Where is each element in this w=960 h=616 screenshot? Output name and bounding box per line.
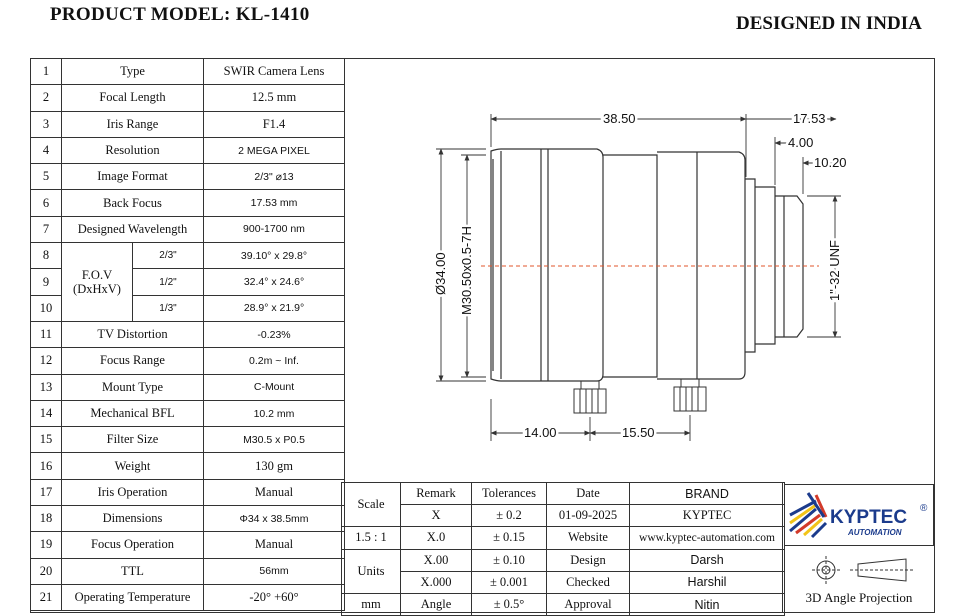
units-value: mm: [342, 593, 401, 615]
dim-mount-thread: 1"-32 UNF: [827, 240, 842, 301]
tol-5: ± 0.5°: [472, 593, 547, 615]
fov-value: 39.10° x 29.8°: [204, 243, 345, 269]
design-value: Darsh: [630, 549, 785, 571]
spec-number: 3: [31, 111, 62, 137]
spec-label: Iris Operation: [62, 479, 204, 505]
spec-row: [31, 321, 345, 347]
spec-row: [31, 59, 345, 85]
tol-2: ± 0.15: [472, 527, 547, 549]
spec-number: 14: [31, 400, 62, 426]
dim-screw-2: 15.50: [622, 425, 655, 440]
spec-number: 19: [31, 532, 62, 558]
spec-number: 15: [31, 427, 62, 453]
kyptec-logo: [786, 487, 932, 543]
col-date: Date: [547, 483, 630, 505]
spec-row: [31, 348, 345, 374]
spec-row: [31, 111, 345, 137]
spec-row: [31, 506, 345, 532]
spec-number: 13: [31, 374, 62, 400]
dim-flange: 4.00: [788, 135, 814, 150]
spec-number: 16: [31, 453, 62, 479]
remark-1: X: [401, 505, 472, 527]
logo-registered: ®: [920, 503, 928, 514]
brand-value: KYPTEC: [630, 505, 785, 527]
spec-row: [31, 479, 345, 505]
lens-outline: [491, 149, 803, 381]
spec-label: Dimensions: [62, 506, 204, 532]
spec-label: Focal Length: [62, 85, 204, 111]
remark-5: Angle: [401, 593, 472, 615]
spec-number: 17: [31, 479, 62, 505]
logo-rays-icon: [790, 493, 826, 537]
spec-label: Type: [62, 59, 204, 85]
col-brand: BRAND: [630, 483, 785, 505]
spec-value: 56mm: [204, 558, 345, 584]
spec-value: C-Mount: [204, 374, 345, 400]
spec-label: Mount Type: [62, 374, 204, 400]
spec-number: 6: [31, 190, 62, 216]
spec-value: 10.2 mm: [204, 400, 345, 426]
projection-symbol-icon: [786, 548, 932, 596]
tol-1: ± 0.2: [472, 505, 547, 527]
spec-row: [31, 137, 345, 163]
col-tolerances: Tolerances: [472, 483, 547, 505]
remark-4: X.000: [401, 571, 472, 593]
spec-label: Mechanical BFL: [62, 400, 204, 426]
col-remark: Remark: [401, 483, 472, 505]
spec-row: [31, 190, 345, 216]
tol-4: ± 0.001: [472, 571, 547, 593]
logo-wordmark: KYPTEC: [830, 507, 908, 528]
spec-value: F1.4: [204, 111, 345, 137]
spec-number: 7: [31, 216, 62, 242]
spec-number: 18: [31, 506, 62, 532]
spec-value: 12.5 mm: [204, 85, 345, 111]
fov-label: [62, 243, 133, 322]
design-label: Design: [547, 549, 630, 571]
approval-value: Nitin: [630, 593, 785, 615]
fov-format: 2/3": [133, 243, 204, 269]
spec-number: 9: [31, 269, 62, 295]
spec-label: Designed Wavelength: [62, 216, 204, 242]
spec-table: [30, 58, 345, 611]
spec-label: Operating Temperature: [62, 584, 204, 610]
spec-row: [31, 400, 345, 426]
spec-label: Weight: [62, 453, 204, 479]
fov-value: 28.9° x 21.9°: [204, 295, 345, 321]
spec-label: Image Format: [62, 164, 204, 190]
date-value: 01-09-2025: [547, 505, 630, 527]
fov-value: 32.4° x 24.6°: [204, 269, 345, 295]
checked-label: Checked: [547, 571, 630, 593]
spec-label: Focus Operation: [62, 532, 204, 558]
spec-number: 5: [31, 164, 62, 190]
fov-label-line2: (DxHxV): [73, 282, 121, 297]
scale-value: 1.5 : 1: [342, 527, 401, 549]
product-model-heading: PRODUCT MODEL: KL-1410: [50, 4, 310, 25]
title-block: [341, 482, 785, 616]
spec-label: Iris Range: [62, 111, 204, 137]
spec-row: [31, 164, 345, 190]
dim-screw-1: 14.00: [524, 425, 557, 440]
spec-value: 130 gm: [204, 453, 345, 479]
spec-row: [31, 216, 345, 242]
spec-number: 2: [31, 85, 62, 111]
fov-row: [31, 243, 345, 269]
spec-row: [31, 453, 345, 479]
fov-label-line1: F.O.V: [81, 268, 113, 283]
fov-format: 1/2": [133, 269, 204, 295]
dim-mount: 10.20: [814, 155, 847, 170]
spec-value: Manual: [204, 479, 345, 505]
spec-number: 8: [31, 243, 62, 269]
spec-value: 2 MEGA PIXEL: [204, 137, 345, 163]
remark-3: X.00: [401, 549, 472, 571]
spec-number: 1: [31, 59, 62, 85]
spec-row: [31, 558, 345, 584]
spec-row: [31, 427, 345, 453]
spec-value: M30.5 x P0.5: [204, 427, 345, 453]
spec-number: 21: [31, 584, 62, 610]
title-block-divider: [782, 482, 783, 613]
lens-technical-drawing: [341, 59, 934, 481]
approval-label: Approval: [547, 593, 630, 615]
spec-value: -20° +60°: [204, 584, 345, 610]
spec-number: 12: [31, 348, 62, 374]
spec-row: [31, 584, 345, 610]
spec-number: 10: [31, 295, 62, 321]
spec-value: Manual: [204, 532, 345, 558]
logo-subtitle: AUTOMATION: [848, 528, 902, 537]
dim-filter-thread: M30.50x0.5-7H: [459, 226, 474, 315]
spec-value: SWIR Camera Lens: [204, 59, 345, 85]
dim-back-focus: 17.53: [793, 111, 826, 126]
spec-label: Filter Size: [62, 427, 204, 453]
remark-2: X.0: [401, 527, 472, 549]
fov-format: 1/3": [133, 295, 204, 321]
spec-value: 17.53 mm: [204, 190, 345, 216]
website-value: www.kyptec-automation.com: [630, 527, 785, 549]
units-label: Units: [342, 549, 401, 593]
spec-number: 20: [31, 558, 62, 584]
checked-value: Harshil: [630, 571, 785, 593]
projection-label: 3D Angle Projection: [805, 590, 913, 605]
spec-label: Resolution: [62, 137, 204, 163]
spec-label: TTL: [62, 558, 204, 584]
spec-row: [31, 85, 345, 111]
designed-in-heading: DESIGNED IN INDIA: [736, 13, 922, 34]
dim-diameter: Ø34.00: [433, 252, 448, 295]
scale-label: Scale: [342, 483, 401, 527]
spec-label: Back Focus: [62, 190, 204, 216]
website-label: Website: [547, 527, 630, 549]
spec-value: -0.23%: [204, 321, 345, 347]
spec-label: Focus Range: [62, 348, 204, 374]
spec-number: 4: [31, 137, 62, 163]
spec-row: [31, 374, 345, 400]
spec-value: 900-1700 nm: [204, 216, 345, 242]
tol-3: ± 0.10: [472, 549, 547, 571]
spec-number: 11: [31, 321, 62, 347]
lock-screws: [574, 379, 706, 413]
spec-value: 2/3" ⌀13: [204, 164, 345, 190]
spec-label: TV Distortion: [62, 321, 204, 347]
dim-length: 38.50: [603, 111, 636, 126]
spec-value: 0.2m ~ Inf.: [204, 348, 345, 374]
spec-row: [31, 532, 345, 558]
spec-value: Φ34 x 38.5mm: [204, 506, 345, 532]
